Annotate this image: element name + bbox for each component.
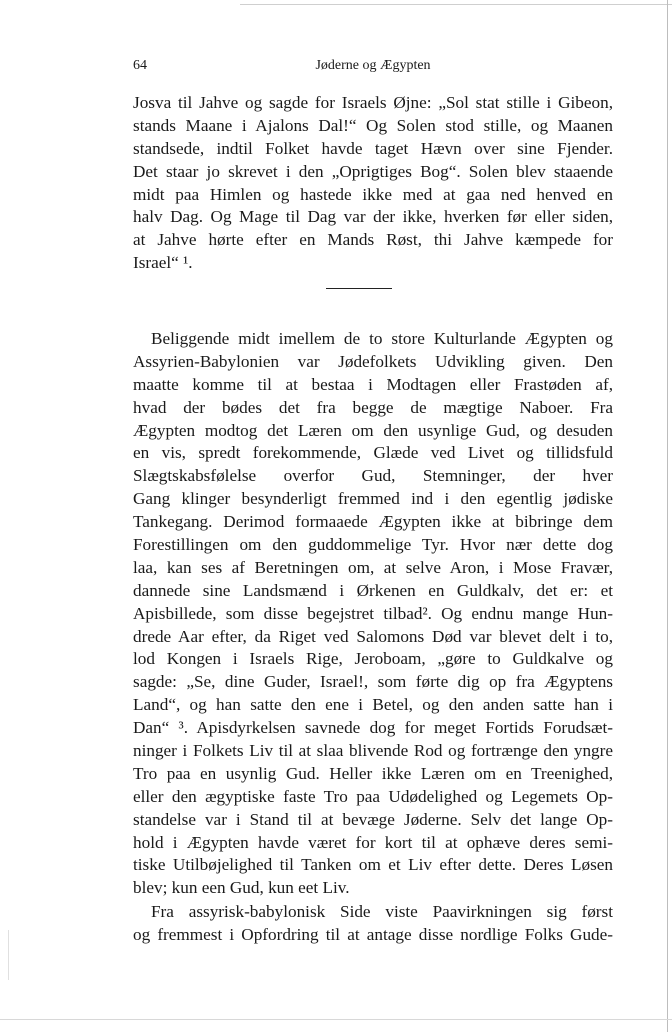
section-divider (326, 288, 392, 289)
scan-edge-right (667, 0, 668, 1032)
text-line: Gang klinger besynderligt fremmed ind i den egentlig jødiske (133, 489, 613, 509)
paragraph-top (133, 92, 613, 275)
text-line: Tankegang. Derimod formaaede Ægypten ikke at bibringe dem (133, 512, 613, 532)
text-line: ninger i Folkets Liv til at slaa blivende Rod og fortrænge den yngre (133, 741, 613, 761)
scan-edge-bottom (0, 1019, 672, 1020)
text-line: laa, kan ses af Beretningen om, at selve Aron, i Mose Fravær, (133, 557, 613, 577)
text-line: Fra assyrisk-babylonisk Side viste Paavirkningen sig først (151, 902, 613, 921)
text-line: lod Kongen i Israels Rige, Jeroboam, „gøre to Guldkalve og (133, 649, 613, 669)
text-line: Det staar jo skrevet i den „Oprigtiges Bog“. Solen blev staaende (133, 161, 613, 181)
text-line: Josva til Jahve og sagde for Israels Øjne: „Sol stat stille i Gibeon, (133, 93, 613, 112)
text-line: dannede sine Landsmænd i Ørkenen en Guldkalv, det er: et (133, 580, 613, 600)
text-line: Land“, og han satte den ene i Betel, og den anden satte han i (133, 695, 613, 715)
page-number: 64 (133, 58, 147, 73)
text-line: standsede, indtil Folket havde taget Hævn over sine Fjender. (133, 138, 613, 158)
text-line: Slægtskabsfølelse overfor Gud, Stemninger, der hver (133, 466, 613, 486)
text-line: standelse var i Stand til at bevæge Jøderne. Selv det lange Op- (133, 809, 613, 829)
running-head: Jøderne og Ægypten (315, 58, 431, 73)
text-line: eller den ægyptiske faste Tro paa Udødelighed og Legemets Op- (133, 786, 613, 806)
page-header (133, 58, 613, 78)
text-line: at Jahve hørte efter en Mands Røst, thi Jahve kæmpede for (133, 230, 613, 250)
text-line: drede Aar efter, da Riget ved Salomons Død var blevet delt i to, (133, 626, 613, 646)
text-line: sagde: „Se, dine Guder, Israel!, som førte dig op fra Ægyptens (133, 672, 613, 692)
text-line: blev; kun een Gud, kun eet Liv. (133, 878, 350, 898)
text-line: Dan“ ³. Apisdyrkelsen savnede dog for meget Fortids Forudsæt- (133, 718, 613, 738)
scan-edge-top (240, 4, 672, 5)
text-line: Israel“ ¹. (133, 253, 193, 273)
text-line: Beliggende midt imellem de to store Kulturlande Ægypten og (151, 329, 613, 348)
text-line: stands Maane i Ajalons Dal!“ Og Solen stod stille, og Maanen (133, 115, 613, 135)
text-line: og fremmest i Opfordring til at antage disse nordlige Folks Gude- (133, 924, 613, 944)
text-line: hold i Ægypten havde været for kort til at ophæve deres semi- (133, 832, 613, 852)
paragraph-last (133, 901, 613, 947)
text-line: Tro paa en usynlig Gud. Heller ikke Læren om en Treenighed, (133, 763, 613, 783)
text-line: Assyrien-Babylonien var Jødefolkets Udvikling given. Den (133, 351, 613, 371)
text-line: en vis, spredt forekommende, Glæde ved Livet og tillidsfuld (133, 443, 613, 463)
text-line: Forestillingen om den guddommelige Tyr. Hvor nær dette dog (133, 535, 613, 555)
paragraph-main (133, 328, 613, 900)
text-line: tiske Utilbøjelighed til Tanken om et Liv efter dette. Deres Løsen (133, 855, 613, 875)
text-line: hvad der bødes det fra begge de mægtige Naboer. Fra (133, 397, 613, 417)
text-line: midt paa Himlen og hastede ikke med at gaa ned henved en (133, 184, 613, 204)
text-line: halv Dag. Og Mage til Dag var der ikke, hverken før eller siden, (133, 207, 613, 227)
text-line: maatte komme til at bestaa i Modtagen eller Frastøden af, (133, 374, 613, 394)
text-line: Ægypten modtog det Læren om den usynlige Gud, og desuden (133, 420, 613, 440)
text-line: Apisbillede, som disse begejstret tilbad². Og endnu mange Hun- (133, 603, 613, 623)
scan-edge-left (8, 930, 9, 980)
